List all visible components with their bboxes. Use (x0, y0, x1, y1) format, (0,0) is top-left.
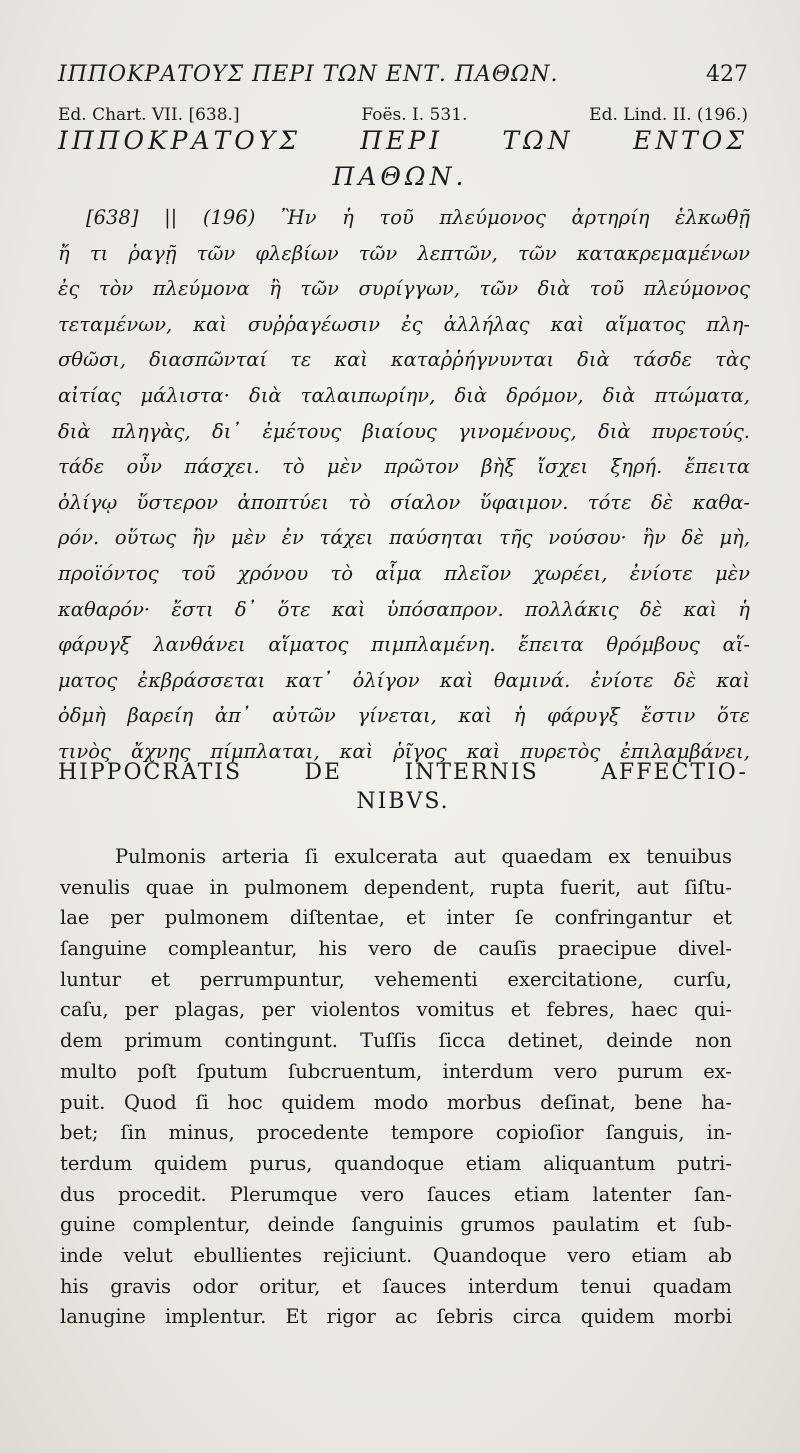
greek-line: προϊόντος τοῦ χρόνου τὸ αἷμα πλεῖον χωρέει, ἐνίοτε μὲν (58, 561, 750, 585)
greek-title-line-1 (58, 126, 748, 155)
greek-line: αἰτίας μάλιστα· διὰ ταλαιπωρίην, διὰ δρόμον, διὰ πτώματα, (58, 383, 750, 407)
greek-line: φάρυγξ λανθάνει αἵματος πιμπλαμένη. ἔπειτα θρόμβους αἵ- (58, 633, 750, 657)
edition-reference-line (58, 105, 748, 125)
greek-title-word-4: ΕΝΤΟΣ (633, 126, 748, 155)
latin-line: ſanguine compleantur, his vero de cauſis praecipue divel- (60, 937, 732, 961)
greek-line: ὀλίγῳ ὕστερον ἀποπτύει τὸ σίαλον ὕφαιμον. τότε δὲ καθα- (58, 490, 750, 514)
edition-chart-ref: Ed. Chart. VII. [638.] (58, 105, 240, 125)
greek-line: καθαρόν· ἔστι δ᾽ ὅτε καὶ ὑπόσαπρον. πολλάκις δὲ καὶ ἡ (58, 597, 750, 621)
latin-line: guine complentur, deinde ſanguinis grumos paulatim et ſub- (60, 1213, 732, 1237)
running-head (58, 62, 748, 87)
greek-text-block (58, 200, 750, 770)
latin-heading-line-1: HIPPOCRATIS DE INTERNIS AFFECTIO- (58, 760, 748, 785)
greek-line: ἤ τι ῥαγῇ τῶν φλεβίων τῶν λεπτῶν, τῶν κατακρεμαμένων (58, 241, 750, 265)
latin-line: puit. Quod ſi hoc quidem modo morbus deſinat, bene ha- (60, 1090, 732, 1114)
edition-foes-ref: Foës. I. 531. (361, 105, 468, 125)
greek-line: [638] || (196) Ἢν ἡ τοῦ πλεύμονος ἀρτηρίη ἑλκωθῇ (86, 206, 750, 229)
page-number: 427 (706, 62, 748, 87)
latin-line: bet; ſin minus, procedente tempore copioſior ſanguis, in- (60, 1121, 732, 1145)
latin-text-block (60, 842, 732, 1333)
latin-line: Pulmonis arteria ſi exulcerata aut quaedam ex tenuibus (115, 845, 732, 868)
latin-heading-line-2: NIBVS. (356, 789, 450, 814)
greek-title-word-2: ΠΕΡΙ (360, 126, 443, 155)
latin-line: luntur et perrumpuntur, vehementi exercitatione, curſu, (60, 967, 732, 991)
edition-lind-ref: Ed. Lind. II. (196.) (589, 105, 748, 125)
running-head-title: ΙΠΠΟΚΡΑΤΟΥΣ ΠΕΡΙ ΤΩΝ ΕΝΤ. ΠΑΘΩΝ. (58, 62, 559, 87)
greek-line: ὀδμὴ βαρείη ἀπ᾽ αὐτῶν γίνεται, καὶ ἡ φάρυγξ ἔστιν ὅτε (58, 704, 750, 728)
latin-line: lanugine implentur. Et rigor ac ſebris circa quidem morbi (60, 1305, 732, 1329)
latin-line: dus procedit. Plerumque vero ſauces etiam latenter ſan- (60, 1182, 732, 1206)
greek-line: διὰ πληγὰς, δι᾽ ἐμέτους βιαίους γινομένους, διὰ πυρετούς. (58, 419, 750, 443)
latin-line: caſu, per plagas, per violentos vomitus et febres, haec qui- (60, 998, 732, 1022)
latin-line: dem primum contingunt. Tuſſis ſicca detinet, deinde non (60, 1029, 732, 1053)
latin-line: multo poſt ſputum ſubcruentum, interdum vero purum ex- (60, 1059, 732, 1083)
greek-title-word-3: ΤΩΝ (502, 126, 574, 155)
latin-line: venulis quae in pulmonem dependent, rupta fuerit, aut ſiſtu- (60, 875, 732, 899)
greek-title-line-2: ΠΑΘΩΝ. (332, 162, 468, 191)
greek-line: σθῶσι, διασπῶνταί τε καὶ καταῤῥήγνυνται διὰ τάσδε τὰς (58, 348, 750, 372)
latin-line: his gravis odor oritur, et ſauces interdum tenui quadam (60, 1274, 732, 1298)
greek-line: ἐς τὸν πλεύμονα ἢ τῶν συρίγγων, τῶν διὰ τοῦ πλεύμονος (58, 277, 750, 301)
greek-line: τεταμένων, καὶ συῤῥαγέωσιν ἐς ἀλλήλας καὶ αἵματος πλη- (58, 312, 750, 336)
greek-line: τάδε οὖν πάσχει. τὸ μὲν πρῶτον βὴξ ἴσχει ξηρή. ἔπειτα (58, 455, 750, 479)
greek-line: ρόν. οὕτως ἢν μὲν ἐν τάχει παύσηται τῆς νούσου· ἢν δὲ μὴ, (58, 526, 750, 550)
latin-line: inde velut ebullientes rejiciunt. Quandoque vero etiam ab (60, 1243, 732, 1267)
greek-title-word-1: ΙΠΠΟΚΡΑΤΟΥΣ (58, 126, 301, 155)
latin-line: lae per pulmonem diſtentae, et inter ſe confringantur et (60, 906, 732, 930)
greek-line: τινὸς ἄχνης πίμπλαται, καὶ ῥῖγος καὶ πυρετὸς ἐπιλαμβάνει, (58, 739, 750, 763)
latin-line: terdum quidem purus, quandoque etiam aliquantum putri- (60, 1151, 732, 1175)
latin-heading (58, 760, 758, 814)
greek-line: ματος ἐκβράσσεται κατ᾽ ὀλίγον καὶ θαμινά. ἐνίοτε δὲ καὶ (58, 668, 750, 692)
